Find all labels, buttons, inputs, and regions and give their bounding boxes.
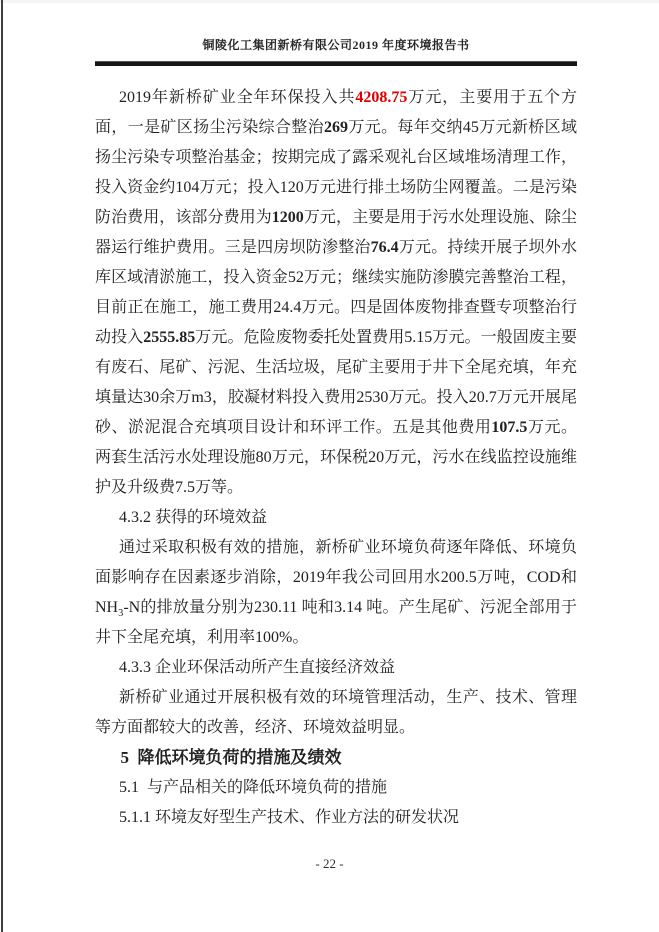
paragraph: 通过采取积极有效的措施，新桥矿业环境负荷逐年降低、环境负面影响存在因素逐步消除，2019年我公司回用水200.5万吨，COD和$NH_3-N$的排放量分别为230.11 吨和3.14 吨。产生尾矿、污泥全部用于井下全尾充填，利用率100%。 (95, 539, 577, 646)
page-top-edge (0, 0, 659, 3)
section-heading: 4.3.3 企业环保活动所产生直接经济效益 (119, 659, 396, 676)
section-heading: 5.1 与产品相关的降低环境负荷的措施 (119, 779, 388, 796)
section-heading: 5.1.1 环境友好型生产技术、作业方法的研发状况 (119, 809, 460, 826)
page-left-edge (1, 0, 3, 932)
header-rule (95, 61, 577, 66)
paragraph: 新桥矿业通过开展积极有效的环境管理活动，生产、技术、管理等方面都较大的改善，经济、环境效益明显。 (95, 689, 577, 736)
section-heading: 5 降低环境负荷的措施及绩效 (120, 748, 342, 767)
page-number: - 22 - (315, 856, 344, 871)
document-header-title: 铜陵化工集团新桥有限公司2019 年度环境报告书 (202, 38, 470, 52)
section-heading: 4.3.2 获得的环境效益 (119, 509, 268, 526)
document-blocks (95, 83, 577, 833)
paragraph: 2019年新桥矿业全年环保投入共4208.75万元，主要用于五个方面，一是矿区扬尘污染综合整治269万元。每年交纳45万元新桥区域扬尘污染专项整治基金；按期完成了露采观礼台区域堆场清理工作，投入资金约104万元；投入120万元进行排土场防尘网覆盖。二是污染防治费用，该部分费用为1200万元，主要是用于污水处理设施、除尘器运行维护费用。三是四房坝防渗整治76.4万元。持续开展子坝外水库区域清淤施工，投入资金52万元；继续实施防渗膜完善整治工程，目前正在施工，施工费用24.4万元。四是固体废物排查暨专项整治行动投入2555.85万元。危险废物委托处置费用5.15万元。一般固废主要有废石、尾矿、污泥、生活垃圾，尾矿主要用于井下全尾充填，年充填量达30余万m3，胶凝材料投入费用2530万元。投入20.7万元开展尾砂、淤泥混合充填项目设计和环评工作。五是其他费用107.5万元。两套生活污水处理设施80万元，环保税20万元，污水在线监控设施维护及升级费7.5万等。 (95, 89, 577, 496)
